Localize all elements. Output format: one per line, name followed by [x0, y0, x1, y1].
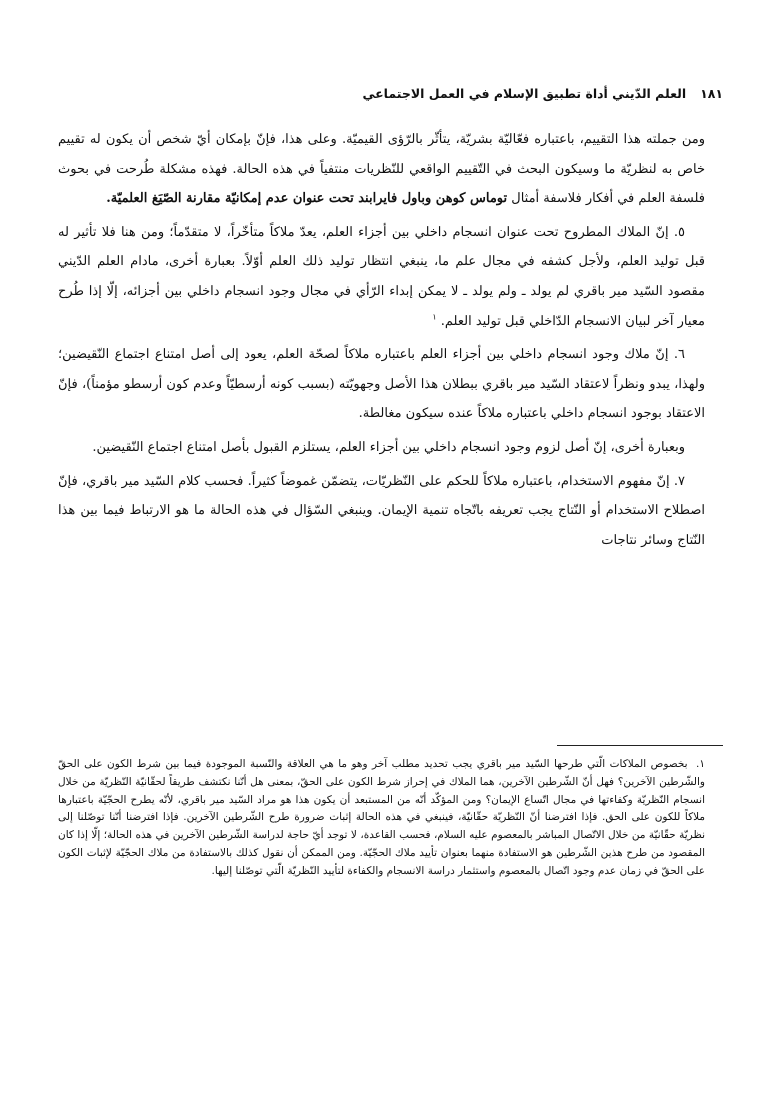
footnote-number: ١. [696, 758, 706, 770]
footnote-1 [58, 756, 705, 881]
running-header [118, 82, 723, 104]
paragraph-point-7-text: ٧. إنّ مفهوم الاستخدام، باعتباره ملاكاً للحكم على النّظريّات، يتضمّن غموضاً كثيراً. فحسب كلام السّيد مير باقري، فإنّ اصطلاح الاستخدام أو النّتاج يجب تعريفه باتّجاه تنمية الإيمان. وينبغي السّؤال في هذه الحالة ما هو الارتباط فيما بين هذا النّتاج وسائر نتاجات [58, 473, 705, 548]
paragraph-point-6 [58, 340, 705, 429]
page-number: ١٨١ [700, 85, 723, 101]
paragraph-in-other-words-text: وبعبارة أخرى، إنّ أصل لزوم وجود انسجام داخلي بين أجزاء العلم، يستلزم القبول بأصل امتناع اجتماع النّقيضين. [92, 439, 685, 455]
running-header-title: العلم الدّيني أداة تطبيق الإسلام في العمل الاجتماعي [362, 85, 687, 101]
footnote-area [58, 756, 705, 881]
paragraph-1-bold-line: توماس كوهن وباول فايرابند تحت عنوان عدم إمكانيّة مقارنة الصّيَغ العلميّة. [106, 191, 508, 207]
paragraph-point-7 [58, 467, 705, 556]
paragraph-in-other-words [58, 433, 705, 463]
paragraph-point-6-text: ٦. إنّ ملاك وجود انسجام داخلي بين أجزاء العلم باعتباره ملاكاً لصحّة العلم، يعود إلى أصل امتناع اجتماع النّقيضين؛ ولهذا، يبدو ونظراً لاعتقاد السّيد مير باقري ببطلان هذا الأصل وجهويّته (بسبب كونه أرسطيّاً وعدم كون أرسطو مؤمناً)، فإنّ الاعتقاد بوجود انسجام داخلي باعتباره ملاكاً عنده سيكون مغالطة. [58, 347, 705, 422]
paragraph-point-5 [58, 218, 705, 336]
footnote-divider [557, 745, 723, 746]
footnote-reference: ١ [432, 312, 437, 322]
footnote-text: بخصوص الملاكات الّتي طرحها السّيد مير باقري يجب تحديد مطلب آخر وهو ما هي العلاقة والنّسبة الموجودة فيما بين شرط الكون على الحقّ والشّرطين الآخرين؟ فهل أنّ الشّرطين الآخرين، هما الملاك في إحراز شرط الكون على الحقّ، بمعنى هل أنّنا نكتشف طريقاً لحقّانيّة النّظريّة من خلال انسجام النّظريّة وكفاءتها في مجال اتّساع الإيمان؟ ومن المؤكّد أنّه من المستبعد أن يكون هذا هو مراد السّيد مير باقري، لأنّه يطرح الحجّيّة باعتبارها ملاكاً للكون على الحق. فإذا افترضنا أنّ النّظريّة حقّانيّة، فينبغي في هذه الحالة إثبات ضرورة طرح الشّرطين الآخرين. فإذا افترضنا أنّنا توصّلنا إلى نظريّة حقّانيّة من خلال الاتّصال المباشر بالمعصوم عليه السلام، فحسب القاعدة، لا توجد أيّ حاجة لدراسة الشّرطين الآخرين في هذه الحالة؛ إلّا إذا كان المقصود من طرح هذين الشّرطين هو الاستفادة منهما بعنوان تأييد ملاك الحجّيّة. ومن الممكن أن نقول كذلك بالاستفادة من ملاك الحجّيّة لإثبات الكون على الحقّ في زمان عدم وجود اتّصال بالمعصوم واستثمار دراسة الانسجام والكفاءة لتأييد النّظريّة الّتي توصّلنا إليها. [58, 758, 705, 877]
paragraph-1-text: ومن جملته هذا التقييم، باعتباره فعّاليّة بشريّة، يتأثّر بالرّؤى القيميّة. وعلى هذا، فإنّ بإمكان أيّ شخص أن يكون له تقييم خاص به لنظريّة ما وسيكون البحث في التّقييم الواقعي للنّظريات منتفياً في هذه الحالة. فهذه مشكلة طُرحت في بحوث فلسفة العلم في أفكار فلاسفة أمثال [58, 132, 705, 207]
paragraph-1 [58, 125, 705, 214]
paragraph-point-5-text: ٥. إنّ الملاك المطروح تحت عنوان انسجام داخلي بين أجزاء العلم، يعدّ ملاكاً متأخّراً، لا متقدّماً؛ ومن هنا فلا تأثير له قبل توليد العلم، ولأجل كشفه في مجال علم ما، ينبغي انتظار توليد ذلك العلم أوّلاً. بعبارة أخرى، مادام العلم الدّيني مقصود السّيد مير باقري لم يولد ـ ولم يولد ـ لا يمكن إبداء الرّأي في مجال وجود انسجام داخلي بين أجزائه، إلّا إذا طُرح معيار آخر لبيان الانسجام الدّاخلي قبل توليد العلم. [58, 224, 705, 329]
main-text-body [58, 125, 705, 555]
